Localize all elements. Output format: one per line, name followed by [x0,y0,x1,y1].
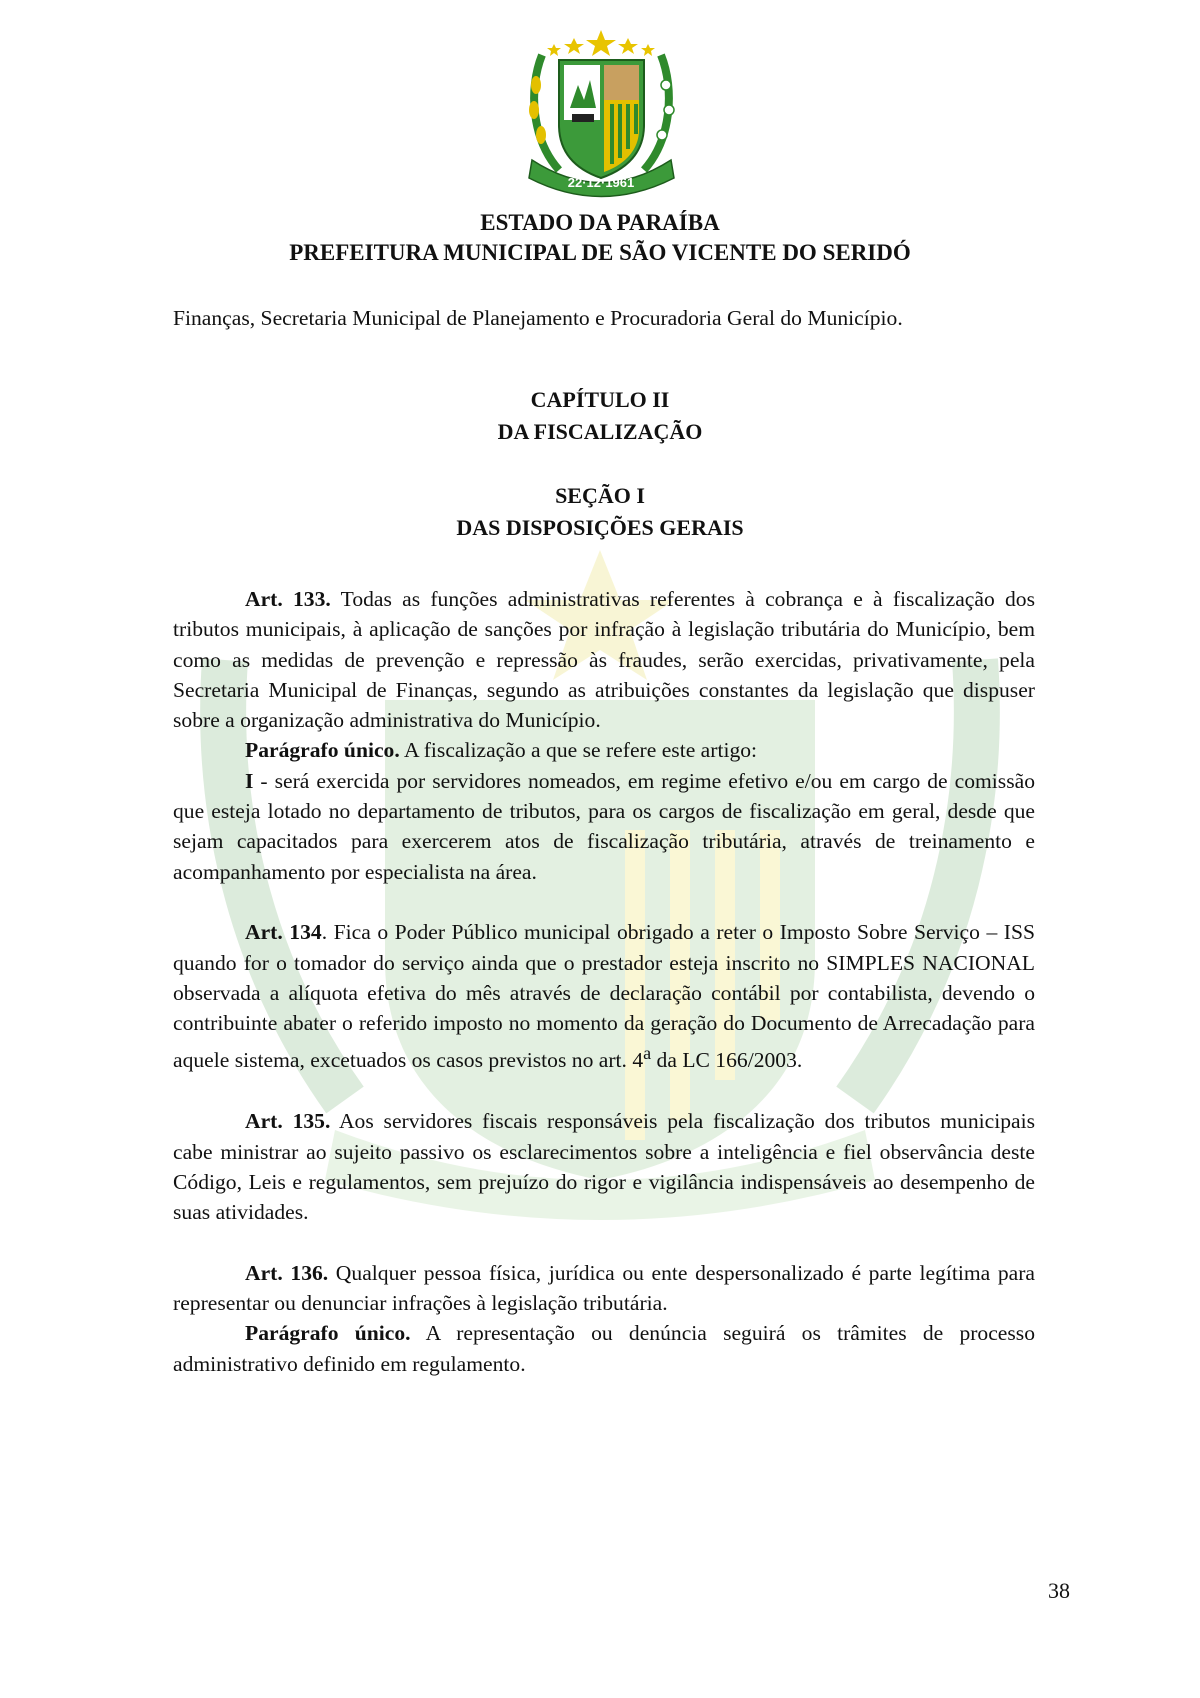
article-136-paragraph-text: A representação ou denúncia seguirá os trâmites de processo administrativo definido em regulamento. [173,1321,1035,1376]
municipal-crest-logo [514,30,689,200]
article-136-text: Qualquer pessoa física, jurídica ou ente despersonalizado é parte legítima para representar ou denunciar infrações à legislação tributária. [173,1260,1035,1316]
article-133-item-i [173,766,1035,887]
article-133-paragraph [173,735,1035,765]
continued-text: Finanças, Secretaria Municipal de Planejamento e Procuradoria Geral do Município. [173,306,903,330]
article-134-label: Art. 134 [245,920,322,945]
section-heading [0,480,1200,544]
article-133-label: Art. 133. [245,587,331,611]
article-136-paragraph [173,1318,1035,1379]
page-number: 38 [1048,1578,1070,1603]
article-136-label: Art. 136. [245,1260,329,1285]
chapter-title: CAPÍTULO II [530,387,670,412]
article-134 [173,917,1035,1076]
article-136 [173,1258,1035,1319]
document-header [0,208,1200,268]
state-name: ESTADO DA PARAÍBA [480,210,720,235]
crest-date: 22·12·1961 [567,175,635,190]
article-134-superscript: a [643,1043,652,1064]
crest-stars [547,30,655,56]
article-133 [173,584,1035,735]
municipality-name: PREFEITURA MUNICIPAL DE SÃO VICENTE DO SERIDÓ [289,240,911,265]
article-134-text: . Fica o Poder Público municipal obrigado a reter o Imposto Sobre Serviço – ISS quando for o tomador do serviço ainda que o prestador esteja inscrito no SIMPLES NACIONAL observada a alíquota efetiva do mês através de declaração contábil por contabilista, devendo o contribuinte abater o referido imposto no momento da geração do Documento de Arrecadação para aquele sistema, excetuados os casos previstos no art. 4 [173,920,1035,1073]
article-135-label: Art. 135. [245,1109,331,1134]
article-133-item-label: I [245,768,254,793]
chapter-heading [0,384,1200,448]
article-135 [173,1106,1035,1227]
article-134-text-end: da LC 166/2003. [651,1048,803,1073]
article-133-paragraph-label: Parágrafo único. [245,738,400,763]
article-135-text: Aos servidores fiscais responsáveis pela fiscalização dos tributos municipais cabe ministrar ao sujeito passivo os esclarecimentos sobre a inteligência e fiel observância deste Código, Leis e regulamentos, sem prejuízo do rigor e vigilância indispensáveis ao desempenho de suas atividades. [173,1109,1035,1225]
chapter-subtitle: DA FISCALIZAÇÃO [497,419,703,444]
article-133-text: Todas as funções administrativas referentes à cobrança e à fiscalização dos tributos municipais, à aplicação de sanções por infração à legislação tributária do Município, bem como as medidas de prevenção e repressão às fraudes, serão exercidas, privativamente, pela Secretaria Municipal de Finanças, segundo as atribuições constantes da legislação que dispuser sobre a organização administrativa do Município. [173,587,1035,733]
articles-body [173,584,1035,1379]
section-subtitle: DAS DISPOSIÇÕES GERAIS [456,515,744,540]
article-136-paragraph-label: Parágrafo único. [245,1321,411,1346]
article-133-item-text: - será exercida por servidores nomeados, em regime efetivo e/ou em cargo de comissão que esteja lotado no departamento de tributos, para os cargos de fiscalização em geral, desde que sejam capacitados para exercerem atos de fiscalização tributária, através de treinamento e acompanhamento por especialista na área. [173,768,1035,884]
article-133-paragraph-text: A fiscalização a que se refere este artigo: [399,738,758,763]
section-title: SEÇÃO I [555,483,645,508]
